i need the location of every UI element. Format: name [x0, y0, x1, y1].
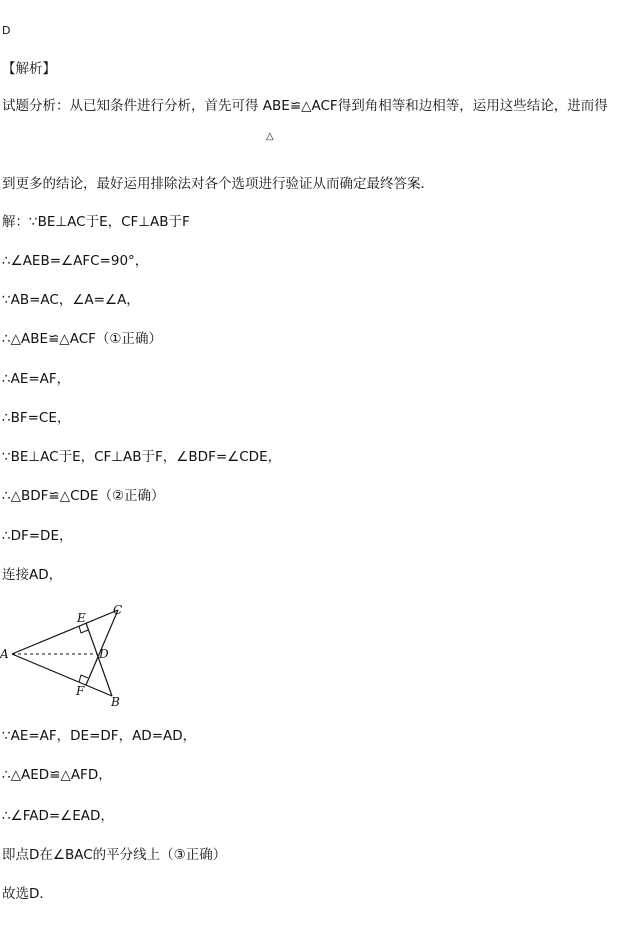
solution-line-6: ∴BF=CE，	[2, 410, 71, 426]
solution-line-4: ∴△ABE≌△ACF（①正确）	[2, 331, 162, 347]
solution-line-9: ∴DF=DE，	[2, 528, 73, 544]
analysis-line-1: 试题分析：从已知条件进行分析，首先可得 ABE≌△ACF得到角相等和边相等，运用这些结论，进而得	[2, 98, 608, 114]
label-B: B	[111, 695, 120, 709]
right-angle-mark-E	[79, 626, 88, 633]
label-F: F	[76, 684, 85, 698]
geometry-figure	[0, 600, 140, 710]
label-E: E	[77, 611, 86, 625]
analysis-line-2: 到更多的结论，最好运用排除法对各个选项进行验证从而确定最终答案．	[2, 176, 434, 192]
solution-line-8: ∴△BDF≌△CDE（②正确）	[2, 488, 165, 504]
label-D: D	[99, 647, 109, 661]
label-C: C	[113, 603, 123, 617]
solution2-line-2: ∴△AED≌△AFD，	[2, 767, 112, 783]
solution2-line-3: ∴∠FAD=∠EAD，	[2, 808, 114, 824]
solution-line-5: ∴AE=AF，	[2, 371, 71, 387]
solution-line-1: 解：∵BE⊥AC于E，CF⊥AB于F	[2, 214, 190, 230]
right-angle-mark-F	[79, 675, 88, 682]
answer-letter: D	[2, 24, 11, 37]
solution-line-2: ∴∠AEB=∠AFC=90°，	[2, 253, 149, 269]
solution2-line-1: ∵AE=AF，DE=DF，AD=AD，	[2, 728, 197, 744]
solution2-line-4: 即点D在∠BAC的平分线上（③正确）	[2, 847, 227, 863]
solution-line-3: ∵AB=AC，∠A=∠A，	[2, 292, 140, 308]
solution-line-7: ∵BE⊥AC于E，CF⊥AB于F，∠BDF=∠CDE，	[2, 449, 282, 465]
section-title: 【解析】	[2, 61, 56, 77]
analysis-triangle-subscript: △	[266, 131, 274, 142]
solution2-line-5: 故选D．	[2, 886, 53, 902]
label-A: A	[0, 647, 9, 661]
solution-line-10: 连接AD，	[2, 567, 63, 583]
